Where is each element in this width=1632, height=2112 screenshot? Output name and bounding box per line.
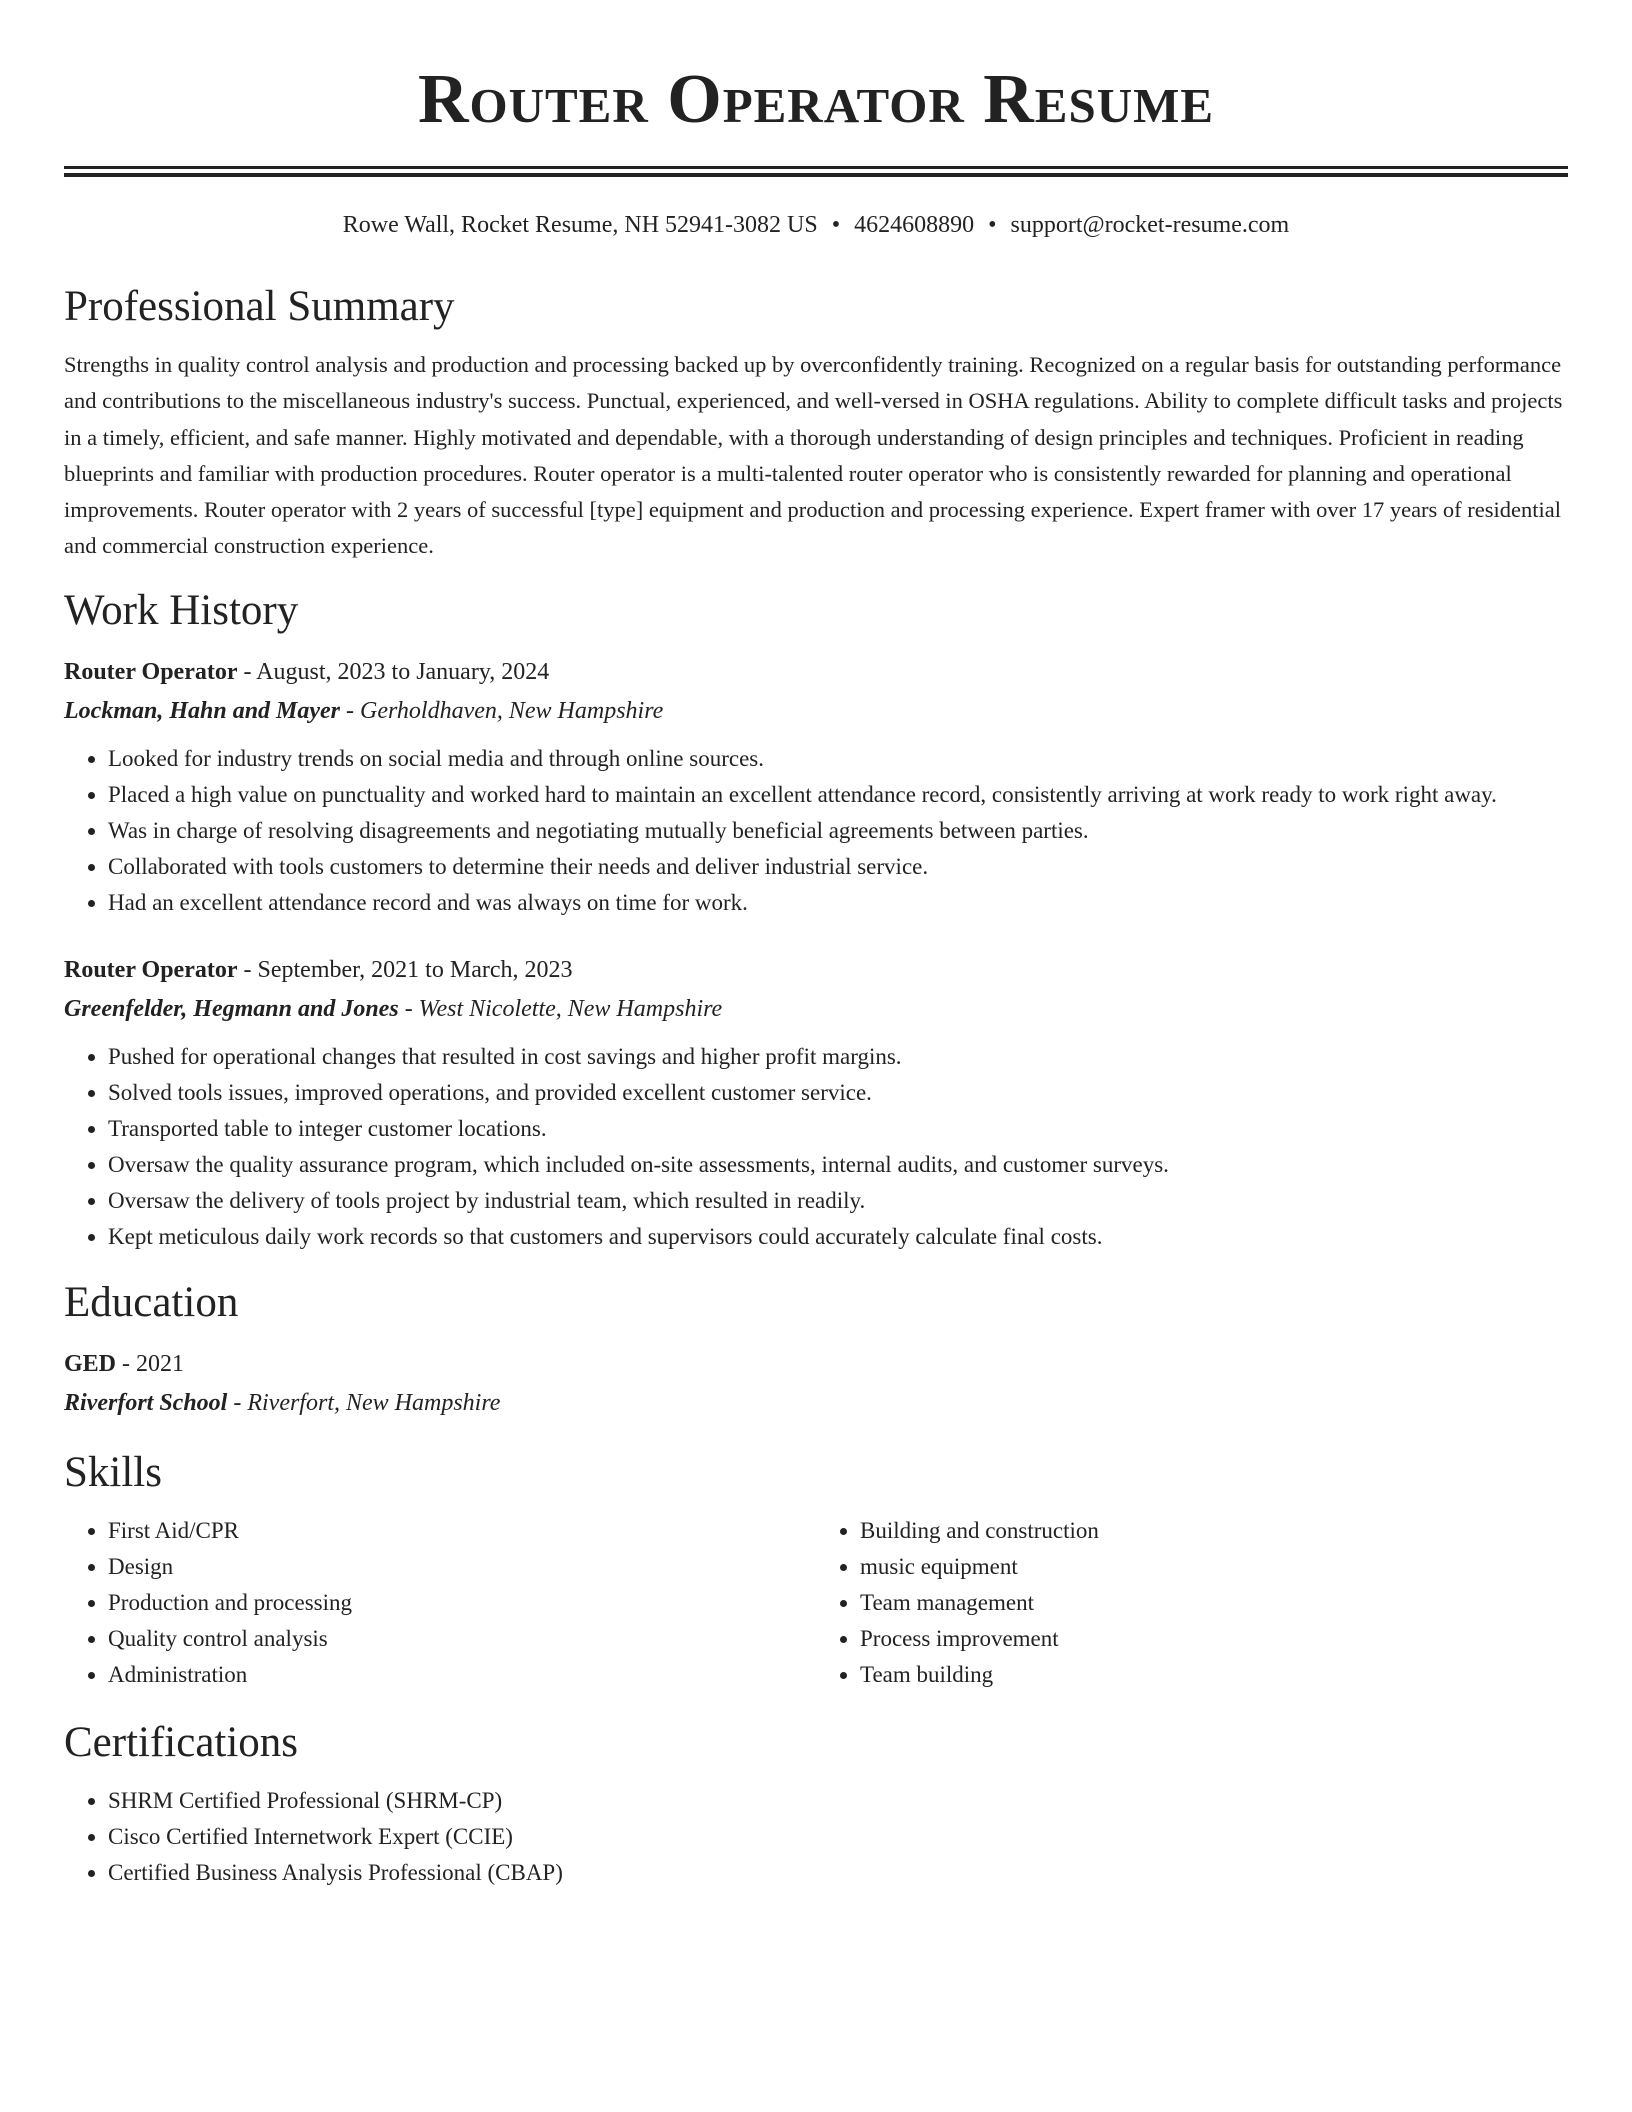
skill-item: • Team building [860, 1657, 1568, 1693]
skill-item: • music equipment [860, 1549, 1568, 1585]
skill-item: • Quality control analysis [108, 1621, 816, 1657]
certification-item: • SHRM Certified Professional (SHRM-CP) [108, 1783, 1568, 1819]
job-bullets [64, 1039, 1568, 1255]
job-bullet: • Solved tools issues, improved operations, and provided excellent customer service. [108, 1075, 1568, 1111]
skill-item: • Building and construction [860, 1513, 1568, 1549]
summary-heading: Professional Summary [64, 283, 455, 330]
skills-list-left [64, 1513, 816, 1693]
skill-item: • Design [108, 1549, 816, 1585]
job-company-line [64, 692, 1568, 731]
certifications-list [64, 1783, 1568, 1891]
job-dates: - August, 2023 to January, 2024 [237, 658, 550, 685]
education-degree: GED [64, 1350, 117, 1377]
contact-address: Rowe Wall, Rocket Resume, NH 52941-3082 US [342, 212, 818, 238]
job-bullet: • Pushed for operational changes that resulted in cost savings and higher profit margins. [108, 1039, 1568, 1075]
education-year: - 2021 [116, 1350, 185, 1377]
job-title: Router Operator [64, 956, 238, 983]
job-entry [64, 653, 1568, 921]
certification-item: • Certified Business Analysis Professional (CBAP) [108, 1855, 1568, 1891]
skills-list-right [816, 1513, 1568, 1693]
job-bullet: • Oversaw the quality assurance program, which included on-site assessments, internal audits, and customer surveys. [108, 1147, 1568, 1183]
job-role-line [64, 653, 1568, 692]
education-entry [64, 1345, 1568, 1423]
skill-item: • Administration [108, 1657, 816, 1693]
skill-item: • Process improvement [860, 1621, 1568, 1657]
job-entry [64, 951, 1568, 1255]
job-role-line [64, 951, 1568, 990]
skill-item: • First Aid/CPR [108, 1513, 816, 1549]
education-heading: Education [64, 1278, 239, 1326]
skills-heading: Skills [64, 1448, 162, 1496]
job-company: Greenfelder, Hegmann and Jones [64, 995, 399, 1022]
contact-phone: 4624608890 [854, 212, 975, 238]
education-degree-line [64, 1345, 1568, 1384]
resume-title: Router Operator Resume [417, 61, 1215, 138]
summary-text: Strengths in quality control analysis and production and processing backed up by overconfidently training. Recognized on a regular basis for outstanding performance and contributions to the miscellaneous industry's success. Punctual, experienced, and well-versed in OSHA regulations. Ability to complete difficult tasks and projects in a timely, efficient, and safe manner. Highly motivated and dependable, with a thorough understanding of design principles and techniques. Proficient in reading blueprints and familiar with production procedures. Router operator is a multi-talented router operator who is consistently rewarded for planning and operational improvements. Router operator with 2 years of successful [type] equipment and production and processing experience. Expert framer with over 17 years of residential and commercial construction experience. [64, 352, 1563, 559]
job-location: - Gerholdhaven, New Hampshire [340, 697, 664, 724]
contact-line [64, 209, 1568, 241]
job-company: Lockman, Hahn and Mayer [64, 697, 341, 724]
education-school-line [64, 1384, 1568, 1423]
job-bullet: • Oversaw the delivery of tools project by industrial team, which resulted in readily. [108, 1183, 1568, 1219]
contact-separator: • [988, 212, 997, 238]
job-bullet: • Transported table to integer customer locations. [108, 1111, 1568, 1147]
work-history-heading: Work History [64, 586, 299, 634]
job-location: - West Nicolette, New Hampshire [398, 995, 723, 1022]
job-bullet: • Collaborated with tools customers to determine their needs and deliver industrial service. [108, 849, 1568, 885]
contact-email: support@rocket-resume.com [1010, 212, 1290, 238]
education-location: - Riverfort, New Hampshire [227, 1389, 501, 1416]
job-bullet: • Placed a high value on punctuality and worked hard to maintain an excellent attendance record, consistently arriving at work ready to work right away. [108, 777, 1568, 813]
education-school: Riverfort School [64, 1389, 228, 1416]
job-dates: - September, 2021 to March, 2023 [237, 956, 573, 983]
job-bullet: • Looked for industry trends on social media and through online sources. [108, 741, 1568, 777]
skill-item: • Team management [860, 1585, 1568, 1621]
certification-item: • Cisco Certified Internetwork Expert (CCIE) [108, 1819, 1568, 1855]
certifications-heading: Certifications [64, 1718, 299, 1766]
job-bullet: • Had an excellent attendance record and was always on time for work. [108, 885, 1568, 921]
job-bullet: • Kept meticulous daily work records so that customers and supervisors could accurately calculate final costs. [108, 1219, 1568, 1255]
job-bullet: • Was in charge of resolving disagreements and negotiating mutually beneficial agreements between parties. [108, 813, 1568, 849]
job-title: Router Operator [64, 658, 238, 685]
contact-separator: • [831, 212, 841, 238]
skills-columns [64, 1513, 1568, 1693]
job-bullets [64, 741, 1568, 921]
skill-item: • Production and processing [108, 1585, 816, 1621]
job-company-line [64, 990, 1568, 1029]
title-divider [64, 166, 1568, 177]
